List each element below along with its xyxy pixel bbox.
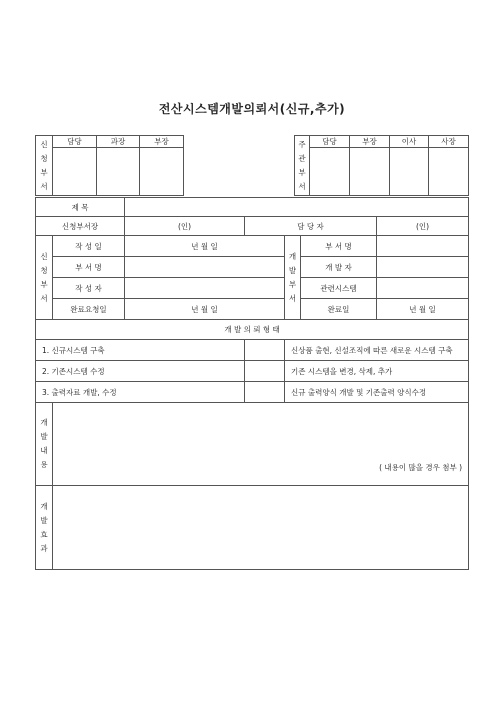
person-in-charge-label: 담 당 자 [245, 217, 377, 236]
dev-info-side-label: 개 발 부 서 [285, 236, 301, 320]
main-approval-sign-department-head[interactable] [350, 148, 390, 196]
developer-field[interactable] [377, 257, 469, 278]
apply-date-field[interactable]: 년 월 일 [125, 236, 285, 257]
main-dept-label: 주 관 부 서 [295, 136, 310, 196]
request-type-output-report: 3. 출력자료 개발, 수정 [36, 382, 245, 403]
request-type-new-system-desc: 신상품 출현, 신설조직에 따른 새로운 시스템 구축 [285, 340, 469, 361]
request-type-modify-system-check[interactable] [245, 361, 285, 382]
request-type-new-system: 1. 신규시스템 구축 [36, 340, 245, 361]
apply-dept-approval-table [35, 135, 184, 196]
request-type-header: 개 발 의 뢰 형 태 [36, 320, 469, 340]
main-approval-header-president: 사장 [429, 136, 469, 148]
apply-date-label: 작 성 일 [53, 236, 125, 257]
request-type-modify-system: 2. 기존시스템 수정 [36, 361, 245, 382]
developer-label: 개 발 자 [301, 257, 377, 278]
main-approval-header-staff: 담당 [310, 136, 350, 148]
main-approval-sign-staff[interactable] [310, 148, 350, 196]
apply-dept-label: 신 청 부 서 [36, 136, 53, 196]
related-system-label: 관련시스템 [301, 278, 377, 299]
dev-content-label: 개 발 내 용 [36, 403, 53, 486]
approval-sign-department-head[interactable] [140, 148, 184, 196]
dept-head-seal[interactable]: (인) [125, 217, 245, 236]
document-title: 전산시스템개발의뢰서(신규,추가) [158, 102, 346, 116]
request-type-output-report-desc: 신규 출력양식 개발 및 기존출력 양식수정 [285, 382, 469, 403]
request-type-modify-system-desc: 기존 시스템을 변경, 삭제, 추가 [285, 361, 469, 382]
subject-field[interactable] [125, 198, 469, 217]
apply-info-side-label: 신 청 부 서 [36, 236, 53, 320]
main-approval-sign-president[interactable] [429, 148, 469, 196]
approval-header-department-head: 부장 [140, 136, 184, 148]
dev-content-field[interactable] [53, 403, 469, 486]
request-form-table [35, 197, 469, 570]
apply-dept-name-field[interactable] [125, 257, 285, 278]
completion-date-field[interactable]: 년 월 일 [377, 299, 469, 320]
dev-effect-label: 개 발 효 과 [36, 486, 53, 570]
attachment-note: ( 내용이 많을 경우 첨부 ) [379, 463, 463, 472]
request-type-new-system-check[interactable] [245, 340, 285, 361]
dept-head-label: 신청부서장 [36, 217, 125, 236]
writer-field[interactable] [125, 278, 285, 299]
approval-sign-section-chief[interactable] [97, 148, 140, 196]
dev-dept-name-field[interactable] [377, 236, 469, 257]
main-dept-approval-table [294, 135, 469, 196]
request-type-output-report-check[interactable] [245, 382, 285, 403]
requested-completion-label: 완료요청일 [53, 299, 125, 320]
approval-header-section-chief: 과장 [97, 136, 140, 148]
dev-dept-name-label: 부 서 명 [301, 236, 377, 257]
subject-label: 제 목 [36, 198, 125, 217]
apply-dept-name-label: 부 서 명 [53, 257, 125, 278]
main-approval-header-department-head: 부장 [350, 136, 390, 148]
approval-sign-staff[interactable] [53, 148, 97, 196]
requested-completion-field[interactable]: 년 월 일 [125, 299, 285, 320]
dev-effect-field[interactable] [53, 486, 469, 570]
related-system-field[interactable] [377, 278, 469, 299]
approval-header-staff: 담당 [53, 136, 97, 148]
completion-date-label: 완료일 [301, 299, 377, 320]
main-approval-header-director: 이사 [390, 136, 429, 148]
person-in-charge-seal[interactable]: (인) [377, 217, 469, 236]
main-approval-sign-director[interactable] [390, 148, 429, 196]
writer-label: 작 성 자 [53, 278, 125, 299]
